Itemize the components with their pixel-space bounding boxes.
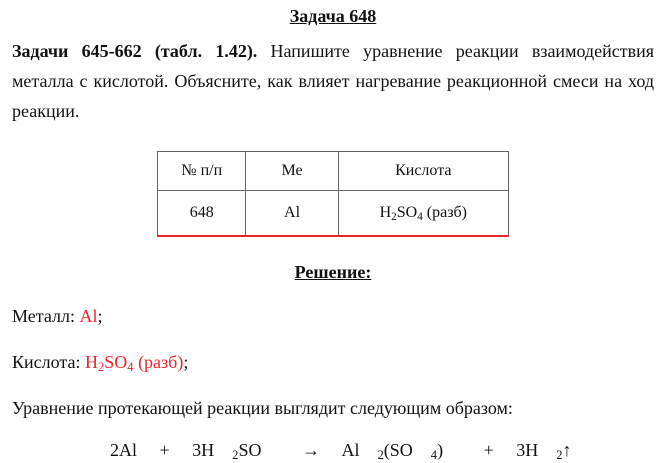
table-header-number: № п/п [158, 152, 246, 191]
acid-value: $H_2SO_4$ (разб) [84, 352, 184, 375]
task-table [157, 151, 509, 237]
problem-title: Задача 648 [289, 6, 377, 26]
solution-title: Решение: [294, 262, 372, 282]
problem-text: Напишите уравнение реакции взаимодействия металла с кислотой. Объясните, как влияет нагревание реакционной смеси на ход реакции. [12, 41, 654, 121]
table-cell-acid: $H_2SO_4$ (разб) [338, 191, 508, 237]
table-cell-number: 648 [158, 191, 246, 237]
table-header-acid: Кислота [338, 152, 508, 191]
metal-value: Al [79, 306, 98, 326]
table-header-row [158, 152, 509, 191]
table-header-metal: Ме [246, 152, 338, 191]
reaction-equation: 2Al + 3H $_2$SO → Al $_2$(SO $_4$) + 3H $_2$↑ [110, 440, 572, 463]
table-cell-metal: Al [246, 191, 338, 237]
problem-lead: Задачи 645-662 (табл. 1.42). [12, 41, 258, 61]
acid-line: Кислота: $H_2SO_4$ (разб); [12, 352, 189, 375]
equation-intro: Уравнение протекающей реакции выглядит следующим образом: [12, 398, 513, 418]
gas-arrow-icon: ↑ [562, 440, 572, 460]
table-row [158, 191, 509, 237]
problem-statement [12, 36, 654, 126]
metal-line: Металл: Al; [12, 306, 103, 326]
